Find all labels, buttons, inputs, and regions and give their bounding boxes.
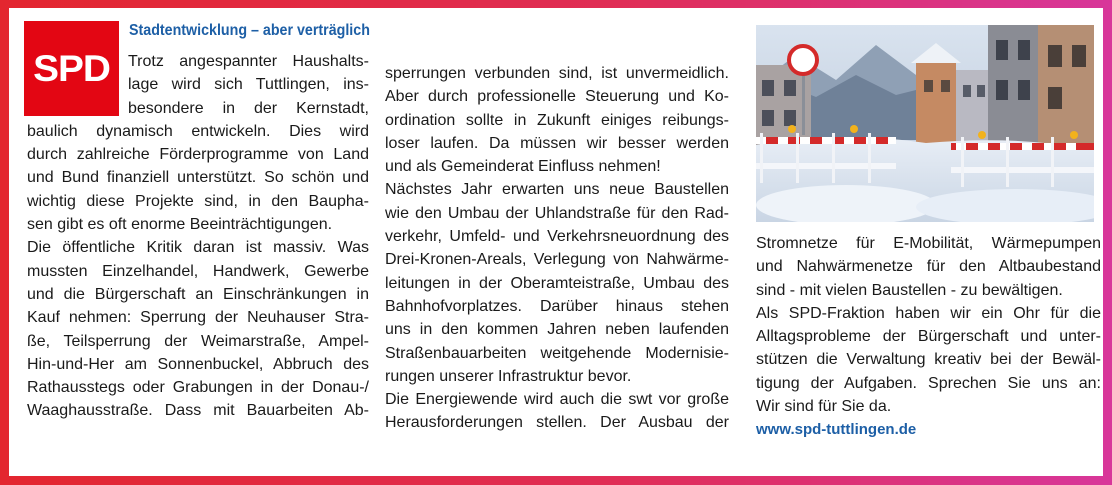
text-line: loser laufen. Da müssen wir besser werden <box>385 134 729 152</box>
text-line: wichtig diese Projekte sind, in den Baupha- <box>27 192 369 210</box>
article-headline: Stadtentwicklung – aber verträglich <box>129 22 370 39</box>
text-line: Bahnhofvorplatzes. Darüber hinaus stehen <box>385 297 729 315</box>
text-line: lage wird sich Tuttlingen, ins- <box>128 76 369 94</box>
text-line: Nächstes Jahr erwarten uns neue Baustellen <box>385 181 729 199</box>
text-line: Wir sind für Sie da. <box>756 398 892 416</box>
website-link[interactable]: www.spd-tuttlingen.de <box>756 421 917 439</box>
text-line: mussten Einzelhandel, Handwerk, Gewerbe <box>27 262 369 280</box>
text-line: Rathausstegs oder Grabungen in der Donau-/ <box>27 379 369 397</box>
text-line: wie den Umbau der Uhlandstraße für den Rad- <box>385 204 729 222</box>
text-line: Herausforderungen stellen. Der Ausbau der <box>385 414 729 432</box>
text-line: Straßenbauarbeiten weitgehende Modernisie- <box>385 344 729 362</box>
article-box <box>9 8 1103 476</box>
text-line: Hin-und-Her am Sonnenbuckel, Abbruch des <box>27 355 369 373</box>
text-line: Alltagsprobleme der Bürgerschaft und unter- <box>756 328 1101 346</box>
text-line: durch zahlreiche Förderprogramme von Land <box>27 146 369 164</box>
text-line: ordination sollte in Zukunft einiges reibungs- <box>385 111 729 129</box>
text-line: Stromnetze für E-Mobilität, Wärmepumpen <box>756 235 1101 252</box>
text-line: und als Gemeinderat Einfluss nehmen! <box>385 158 661 176</box>
text-line: sind - mit vielen Baustellen - zu bewältigen. <box>756 281 1063 299</box>
text-line: Trotz angespannter Haushalts- <box>128 53 369 70</box>
text-line: Waaghausstraße. Dass mit Bauarbeiten Ab- <box>27 402 369 420</box>
text-column-3 <box>756 232 1101 442</box>
text-line: uns in den kommen Jahren neben laufenden <box>385 321 729 339</box>
text-column-2 <box>385 62 729 435</box>
construction-photo <box>756 25 1094 222</box>
text-line: ße, Teilsperrung der Weimarstraße, Ampel- <box>27 332 369 350</box>
text-line: leitungen in der Oberamteistraße, Umbau des <box>385 274 729 292</box>
text-line: Aber durch professionelle Steuerung und Ko- <box>385 88 729 106</box>
text-line: und die Bürgerschaft an Einschränkungen in <box>27 285 369 303</box>
text-line: Drei-Kronen-Areals, Verlegung von Nahwärme- <box>385 251 729 269</box>
text-line: Die öffentliche Kritik daran ist massiv. Was <box>27 239 369 257</box>
text-line: tigung der Aufgaben. Sprechen Sie uns an: <box>756 374 1101 392</box>
text-line: sperrungen verbunden sind, ist unvermeidlich. <box>385 65 729 82</box>
text-line: Als SPD-Fraktion haben wir ein Ohr für die <box>756 304 1101 322</box>
text-line: besondere in der Kernstadt, <box>128 99 369 117</box>
text-line: und Nahwärmenetze für den Altbaubestand <box>756 258 1101 276</box>
text-column-1 <box>27 47 369 423</box>
text-line: verkehr, Umfeld- und Verkehrsneuordnung des <box>385 228 729 246</box>
text-line: und Bund finanziell unterstützt. So schön und <box>27 169 369 187</box>
snowy-street-image <box>756 25 1094 222</box>
text-line: Die Energiewende wird auch die swt vor große <box>385 391 729 409</box>
logo-text: SPD <box>33 47 110 89</box>
text-line: Kauf nehmen: Sperrung der Neuhauser Stra- <box>27 309 369 327</box>
text-line: rungen unserer Infrastruktur bevor. <box>385 367 632 385</box>
text-line: baulich dynamisch entwickeln. Dies wird <box>27 122 369 140</box>
text-line: sen gibt es oft enorme Beeinträchtigungen. <box>27 216 333 234</box>
text-line: stützen die Verwaltung kreativ bei der Bewäl- <box>756 351 1101 369</box>
